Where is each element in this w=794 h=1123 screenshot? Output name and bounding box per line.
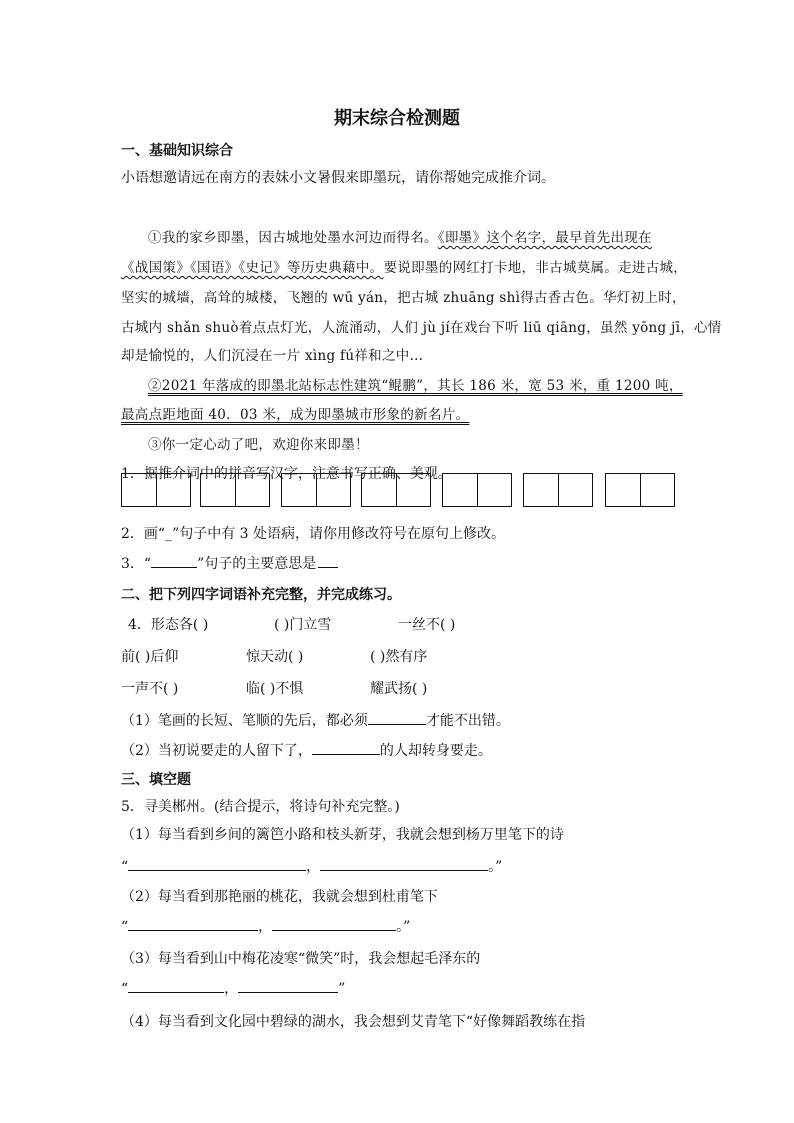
section1-heading: 一、基础知识综合 <box>121 143 233 159</box>
idiom-9: 耀武扬( ) <box>370 681 428 697</box>
idiom-1: 4．形态各( ) <box>128 617 209 633</box>
passage-p1-line2: 《战国策》《国语》《史记》等历史典藉中。要说即墨的网红打卡地，非古城莫属。走进古城， <box>121 260 688 276</box>
passage-p2-line1: ②2021 年落成的即墨北站标志性建筑“鲲鹏”，其长 186 米，宽 53 米，重 1200 吨， <box>148 378 683 394</box>
idiom-2: ( )门立雪 <box>274 617 332 633</box>
question-4-1: （1）笔画的长短、笔顺的先后，都必须 才能不出错。 <box>121 710 510 730</box>
idiom-7: 一声不( ) <box>121 681 179 697</box>
question-3: 3．“ ”句子的主要意思是 <box>121 553 338 573</box>
answer-line-2: “ ， 。” <box>121 916 410 936</box>
idiom-4: 前( )后仰 <box>121 649 179 665</box>
answer-box-1[interactable] <box>121 473 191 507</box>
idiom-6: ( )然有序 <box>370 649 428 665</box>
answer-box-2[interactable] <box>200 473 270 507</box>
passage-p1-line5: 却是愉悦的，人们沉浸在一片 xìng fú祥和之中… <box>121 348 424 364</box>
question-5: 5．寻美郴州。(结合提示，将诗句补充完整。) <box>121 799 400 815</box>
sub-question-2: （2）每当看到那艳丽的桃花，我就会想到杜甫笔下 <box>121 889 438 905</box>
passage-p1-line4: 古城内 shǎn shuò着点点灯光，人流涌动，人们 jù jí在戏台下听 liū qiāng，虽然 yōng jī，心情 <box>121 320 722 336</box>
idiom-5: 惊天动( ) <box>246 649 304 665</box>
section1-intro: 小语想邀请远在南方的表妹小文暑假来即墨玩，请你帮她完成推介词。 <box>121 170 555 186</box>
answer-line-3: “ ， ” <box>121 978 345 998</box>
sub-question-4: （4）每当看到文化园中碧绿的湖水，我会想到艾青笔下“好像舞蹈教练在指 <box>121 1014 586 1030</box>
section2-heading: 二、把下列四字词语补充完整，并完成练习。 <box>121 587 401 603</box>
page-title: 期末综合检测题 <box>334 108 460 129</box>
answer-line-1: “ ， 。” <box>121 856 502 876</box>
answer-box-3[interactable] <box>281 473 351 507</box>
answer-box-7[interactable] <box>605 473 675 507</box>
answer-box-6[interactable] <box>523 473 593 507</box>
question-2: 2．画“_”句子中有 3 处语病，请你用修改符号在原句上修改。 <box>121 526 506 542</box>
passage-p3: ③你一定心动了吧，欢迎你来即墨！ <box>148 437 369 453</box>
answer-box-5[interactable] <box>442 473 512 507</box>
sub-question-1: （1）每当看到乡间的篱笆小路和枝头新芽，我就会想到杨万里笔下的诗 <box>121 827 564 843</box>
idiom-8: 临( )不惧 <box>246 681 304 697</box>
passage-p1-line3: 坚实的城墙，高耸的城楼，飞翘的 wū yán，把古城 zhuāng shì得古香古色。华灯初上时， <box>121 290 686 306</box>
passage-p2-line2: 最高点距地面 40．03 米，成为即墨城市形象的新名片。 <box>121 407 470 423</box>
question-1: 1．据推介词中的拼音写汉字，注意书写正确、美观。 <box>121 466 452 482</box>
section3-heading: 三、填空题 <box>121 772 191 788</box>
question-4-2: （2）当初说要走的人留下了， 的人却转身要走。 <box>121 740 492 760</box>
answer-box-4[interactable] <box>361 473 431 507</box>
passage-p1-line1: ①我的家乡即墨，因古城地处墨水河边而得名。《即墨》这个名字，最早首先出现在 <box>148 230 652 246</box>
sub-question-3: （3）每当看到山中梅花凌寒“微笑”时，我会想起毛泽东的 <box>121 951 481 967</box>
idiom-3: 一丝不( ) <box>398 617 456 633</box>
